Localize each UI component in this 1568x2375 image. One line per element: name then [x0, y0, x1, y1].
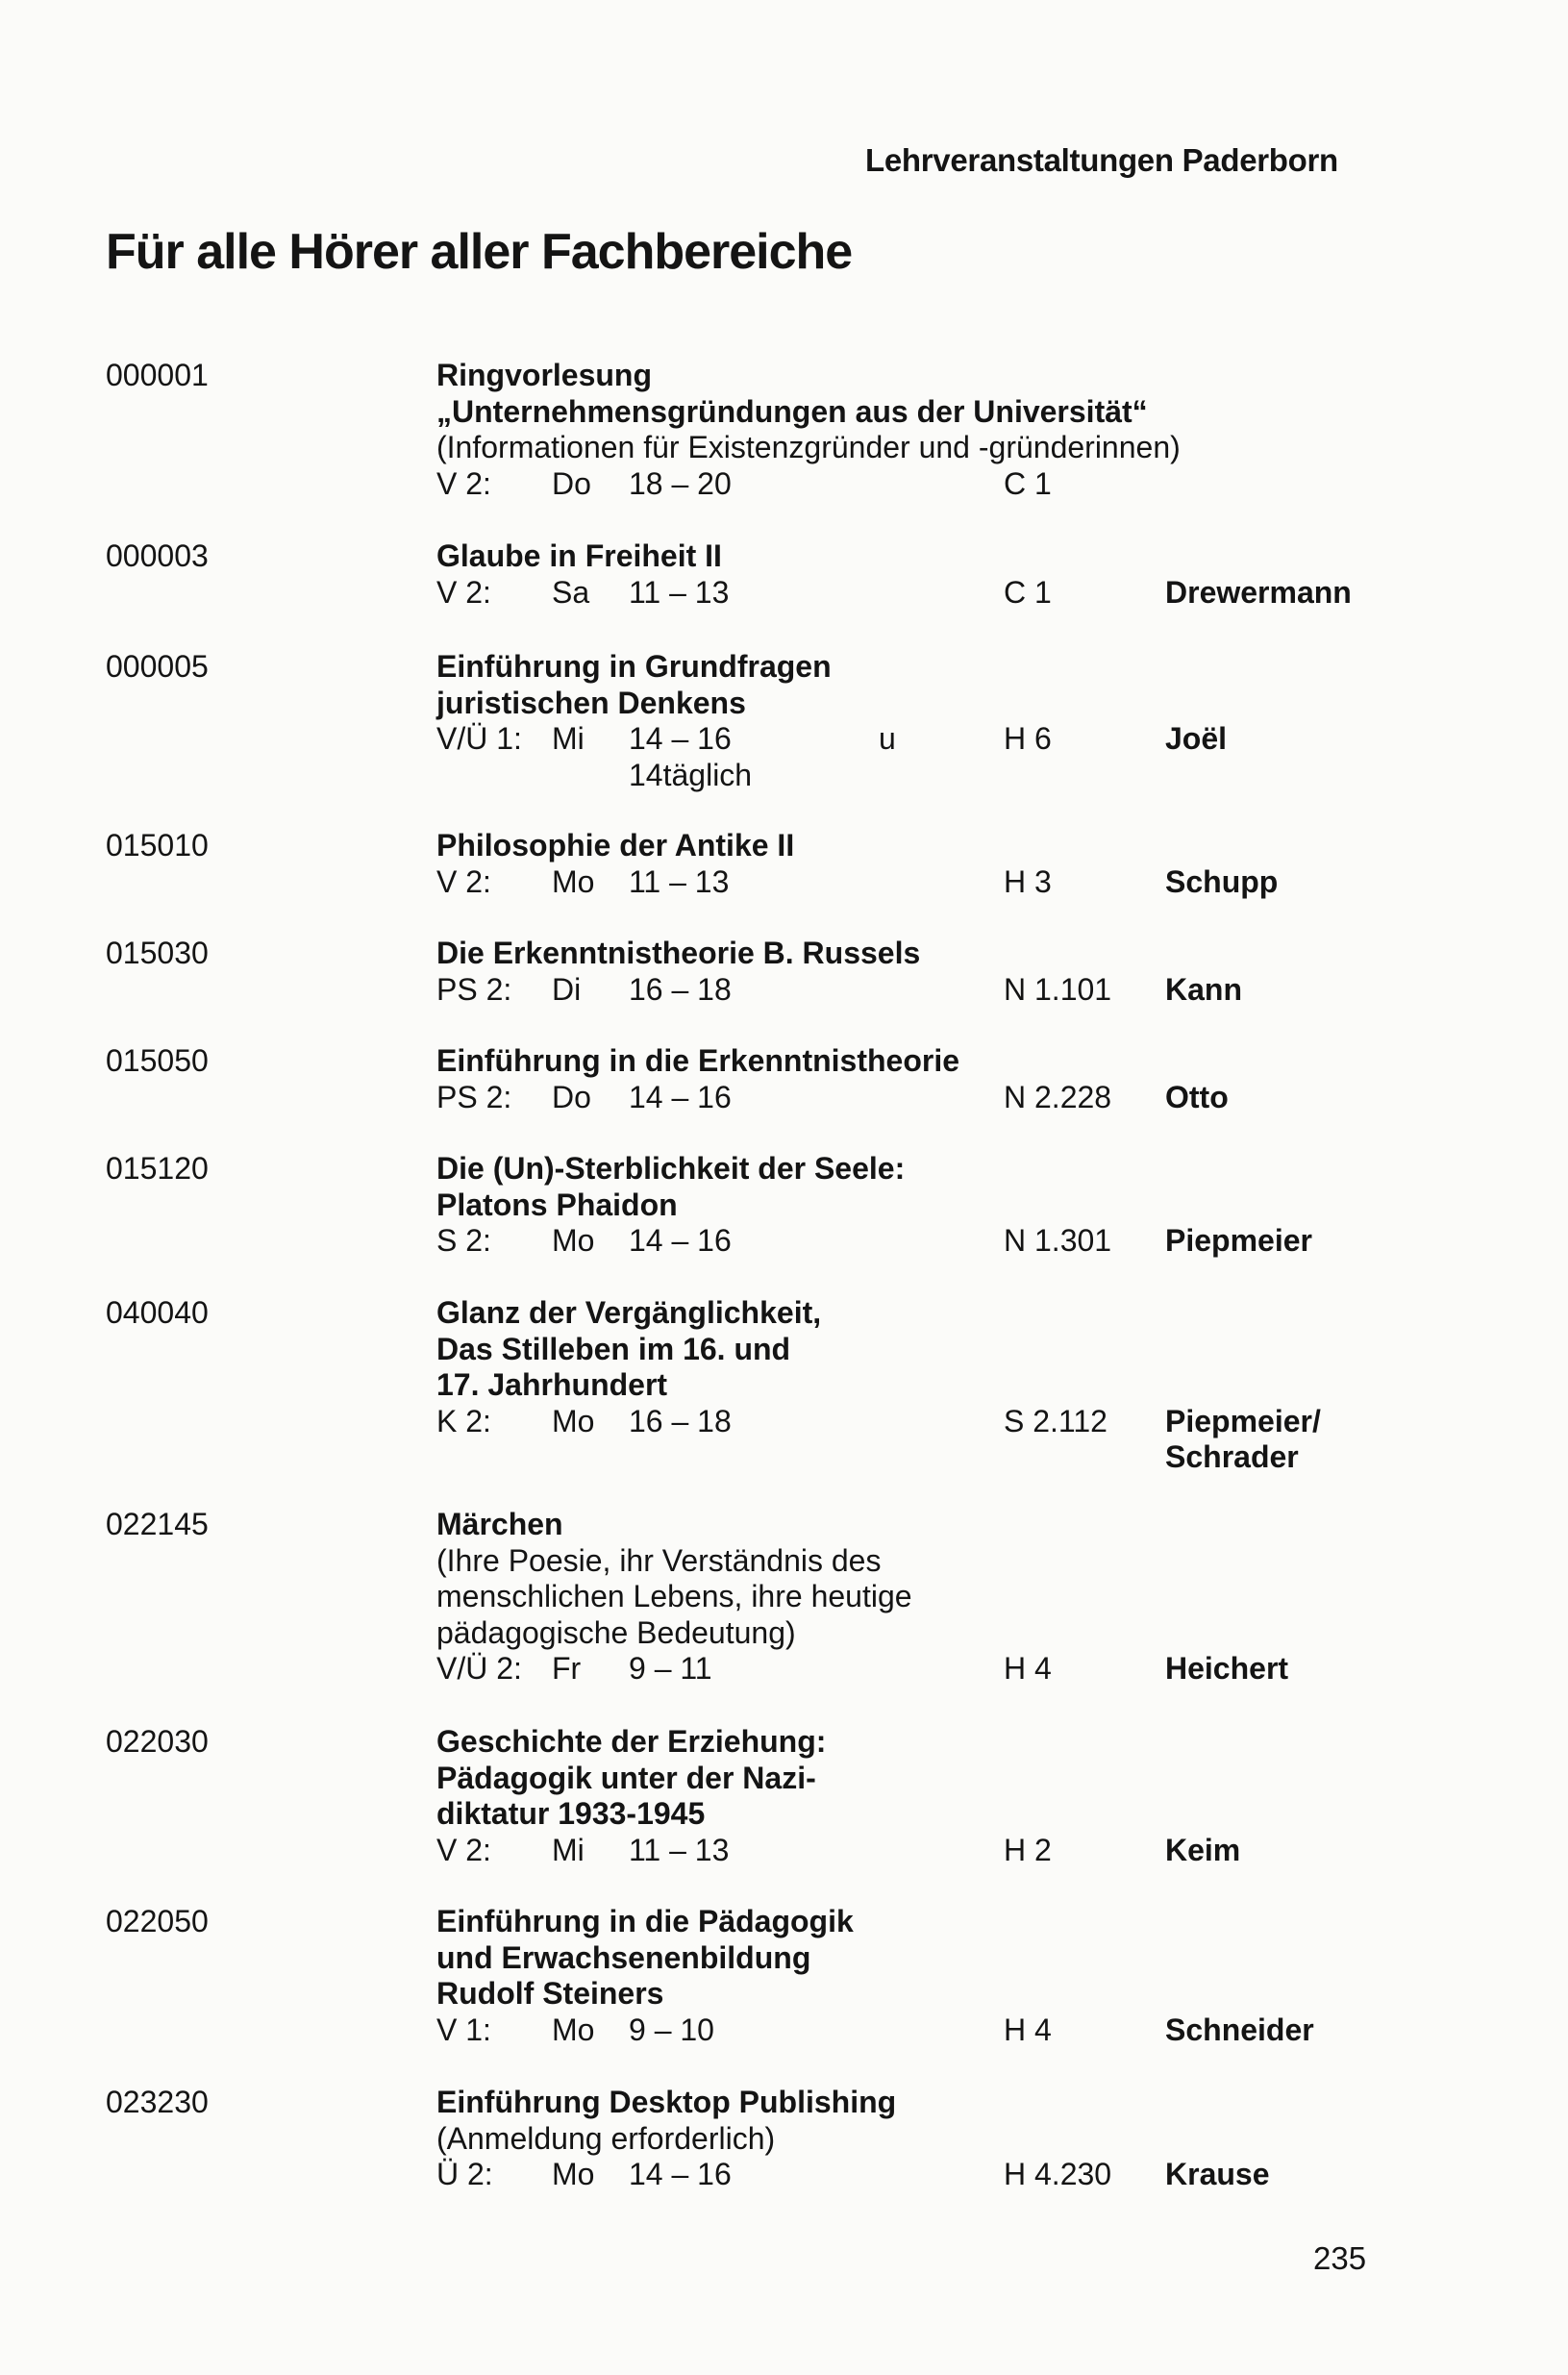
course-time: 14 – 16: [629, 721, 732, 756]
course-time: 16 – 18: [629, 971, 732, 1007]
course-title-line: Philosophie der Antike II: [436, 828, 795, 862]
course-room: N 1.301: [1004, 1223, 1112, 1258]
course-type: PS 2:: [436, 971, 512, 1007]
course-details: [436, 1151, 1225, 1260]
course-details: [436, 358, 1225, 502]
course-type: V 1:: [436, 2012, 491, 2047]
course-lecturer-line: Schneider: [1165, 2012, 1314, 2047]
course-type: V 2:: [436, 465, 491, 501]
course-details: [436, 1043, 1225, 1115]
course-type: S 2:: [436, 1223, 491, 1258]
course-lecturer-line: Heichert: [1165, 1651, 1289, 1686]
course-number: 022050: [106, 1904, 209, 1938]
running-head: Lehrveranstaltungen Paderborn: [865, 142, 1338, 178]
course-day: Mo: [552, 2157, 595, 2191]
course-details: [436, 1724, 1225, 1868]
page-number: 235: [1313, 2240, 1367, 2276]
course-time: 14 – 16: [629, 2157, 732, 2191]
course-room: C 1: [1004, 574, 1052, 610]
course-details: [436, 649, 1228, 793]
course-room: H 4: [1004, 1651, 1052, 1686]
course-note-line: (Informationen für Existenzgründer und -gründerinnen): [436, 430, 1181, 464]
course-room: H 4: [1004, 2012, 1052, 2047]
course-day: Do: [552, 465, 591, 501]
course-number: 015120: [106, 1151, 209, 1186]
course-time: 11 – 13: [629, 574, 730, 610]
page-title: Für alle Hörer aller Fachbereiche: [106, 224, 853, 280]
course-lecturer-line: Piepmeier/: [1165, 1403, 1321, 1438]
course-time: 11 – 13: [629, 863, 730, 899]
course-lecturer-line: Kann: [1165, 971, 1242, 1007]
course-title-line: Einführung in Grundfragen: [436, 649, 832, 684]
course-details: [436, 828, 1225, 900]
course-number: 015030: [106, 936, 209, 970]
course-room: H 4.230: [1004, 2157, 1112, 2191]
course-type: Ü 2:: [436, 2157, 493, 2191]
course-number: 000005: [106, 649, 209, 684]
course-title-line: Rudolf Steiners: [436, 1976, 664, 2011]
course-lecturer: [1165, 2157, 1270, 2193]
course-type: V 2:: [436, 1832, 491, 1867]
course-time: 9 – 11: [629, 1651, 712, 1686]
course-time: 14 – 16: [629, 1079, 732, 1114]
course-lecturer: [1165, 1404, 1321, 1476]
course-day: Sa: [552, 574, 590, 610]
course-day: Mo: [552, 2012, 595, 2047]
course-number: 022145: [106, 1507, 209, 1541]
course-schedule: [436, 721, 1228, 758]
course-title-line: Ringvorlesung: [436, 358, 653, 392]
course-type: V/Ü 2:: [436, 1651, 522, 1686]
course-day: Mo: [552, 863, 595, 899]
course-schedule: [436, 2157, 1225, 2193]
course-title-line: „Unternehmensgründungen aus der Universität“: [436, 393, 1148, 429]
course-schedule: [436, 1223, 1225, 1260]
course-schedule: [436, 1404, 1225, 1440]
course-lecturer: [1165, 2012, 1314, 2049]
course-note-line: menschlichen Lebens, ihre heutige: [436, 1579, 912, 1613]
course-details: [436, 1507, 1225, 1688]
course-type: V 2:: [436, 574, 491, 610]
course-schedule: [436, 864, 1225, 901]
course-type: PS 2:: [436, 1079, 512, 1114]
course-lecturer-line: Otto: [1165, 1079, 1229, 1114]
course-day: Do: [552, 1079, 591, 1114]
course-room: H 3: [1004, 863, 1052, 899]
course-note-line: (Ihre Poesie, ihr Verständnis des: [436, 1542, 882, 1578]
course-number: 000003: [106, 538, 209, 573]
course-note-line: (Anmeldung erforderlich): [436, 2120, 776, 2156]
course-title-line: Märchen: [436, 1507, 563, 1541]
course-title-line: Pädagogik unter der Nazi-: [436, 1760, 816, 1795]
course-title-line: Glanz der Vergänglichkeit,: [436, 1295, 822, 1330]
course-title-line: 17. Jahrhundert: [436, 1367, 668, 1402]
course-lecturer: [1165, 972, 1242, 1009]
course-schedule: [436, 466, 1225, 503]
course-room: H 2: [1004, 1832, 1052, 1867]
course-schedule: [436, 1651, 1225, 1688]
course-schedule: [436, 575, 1225, 612]
course-details: [436, 1904, 1225, 2048]
course-lecturer-line: Krause: [1165, 2157, 1270, 2191]
course-note-line: pädagogische Bedeutung): [436, 1614, 796, 1650]
course-time: 11 – 13: [629, 1832, 730, 1867]
course-lecturer: [1165, 721, 1227, 758]
course-schedule: [436, 1833, 1225, 1869]
course-lecturer-line: Keim: [1165, 1832, 1241, 1867]
course-title-line: Einführung in die Erkenntnistheorie: [436, 1043, 960, 1078]
course-number: 040040: [106, 1295, 209, 1330]
course-lecturer-line: Joël: [1165, 721, 1228, 756]
course-type: V/Ü 1:: [436, 721, 522, 756]
course-type: K 2:: [436, 1403, 491, 1438]
course-day: Mo: [552, 1403, 595, 1438]
course-day: Fr: [552, 1651, 582, 1686]
course-room: N 2.228: [1004, 1079, 1112, 1114]
course-day: Di: [552, 971, 582, 1007]
course-day: Mo: [552, 1223, 595, 1258]
course-title-line: Einführung in die Pädagogik: [436, 1904, 854, 1938]
course-title-line: Geschichte der Erziehung:: [436, 1724, 827, 1759]
course-time: 18 – 20: [629, 465, 732, 501]
course-details: [436, 2085, 1225, 2193]
course-lecturer: [1165, 1833, 1240, 1869]
course-details: [436, 538, 1225, 611]
course-day: Mi: [552, 721, 585, 756]
course-time: 14 – 16: [629, 1223, 732, 1258]
course-lecturer: [1165, 864, 1278, 901]
course-rhythm: u: [879, 721, 896, 756]
course-schedule: [436, 2012, 1225, 2049]
course-lecturer-line: Drewermann: [1165, 574, 1352, 610]
course-lecturer-line: Schrader: [1165, 1439, 1299, 1474]
course-lecturer-line: Schupp: [1165, 863, 1279, 899]
course-type: V 2:: [436, 863, 491, 899]
course-room: H 6: [1004, 721, 1052, 756]
course-title-line: Die (Un)-Sterblichkeit der Seele:: [436, 1151, 906, 1186]
course-lecturer: [1165, 1651, 1288, 1688]
course-day: Mi: [552, 1832, 585, 1867]
course-number: 015010: [106, 828, 209, 862]
course-title-line: Die Erkenntnistheorie B. Russels: [436, 936, 921, 970]
course-title-line: und Erwachsenenbildung: [436, 1939, 811, 1975]
course-number: 015050: [106, 1043, 209, 1078]
course-title-line: Glaube in Freiheit II: [436, 538, 722, 573]
course-lecturer: [1165, 1223, 1312, 1260]
course-room: S 2.112: [1004, 1403, 1108, 1438]
course-room: C 1: [1004, 465, 1052, 501]
course-room: N 1.101: [1004, 971, 1112, 1007]
course-details: [436, 1295, 1225, 1439]
course-number: 023230: [106, 2085, 209, 2119]
course-lecturer-line: Piepmeier: [1165, 1223, 1312, 1258]
course-number: 022030: [106, 1724, 209, 1759]
course-title-line: Das Stilleben im 16. und: [436, 1331, 791, 1366]
course-frequency: 14täglich: [629, 757, 753, 792]
course-lecturer: [1165, 575, 1352, 612]
course-lecturer: [1165, 1080, 1229, 1116]
course-time: 9 – 10: [629, 2012, 714, 2047]
course-title-line: Platons Phaidon: [436, 1187, 678, 1222]
course-schedule: [436, 972, 1225, 1009]
course-title-line: Einführung Desktop Publishing: [436, 2085, 897, 2119]
course-time: 16 – 18: [629, 1403, 732, 1438]
course-details: [436, 936, 1225, 1008]
course-title-line: diktatur 1933-1945: [436, 1796, 706, 1831]
course-number: 000001: [106, 358, 209, 392]
course-schedule: [436, 1080, 1225, 1116]
course-title-line: juristischen Denkens: [436, 685, 746, 720]
